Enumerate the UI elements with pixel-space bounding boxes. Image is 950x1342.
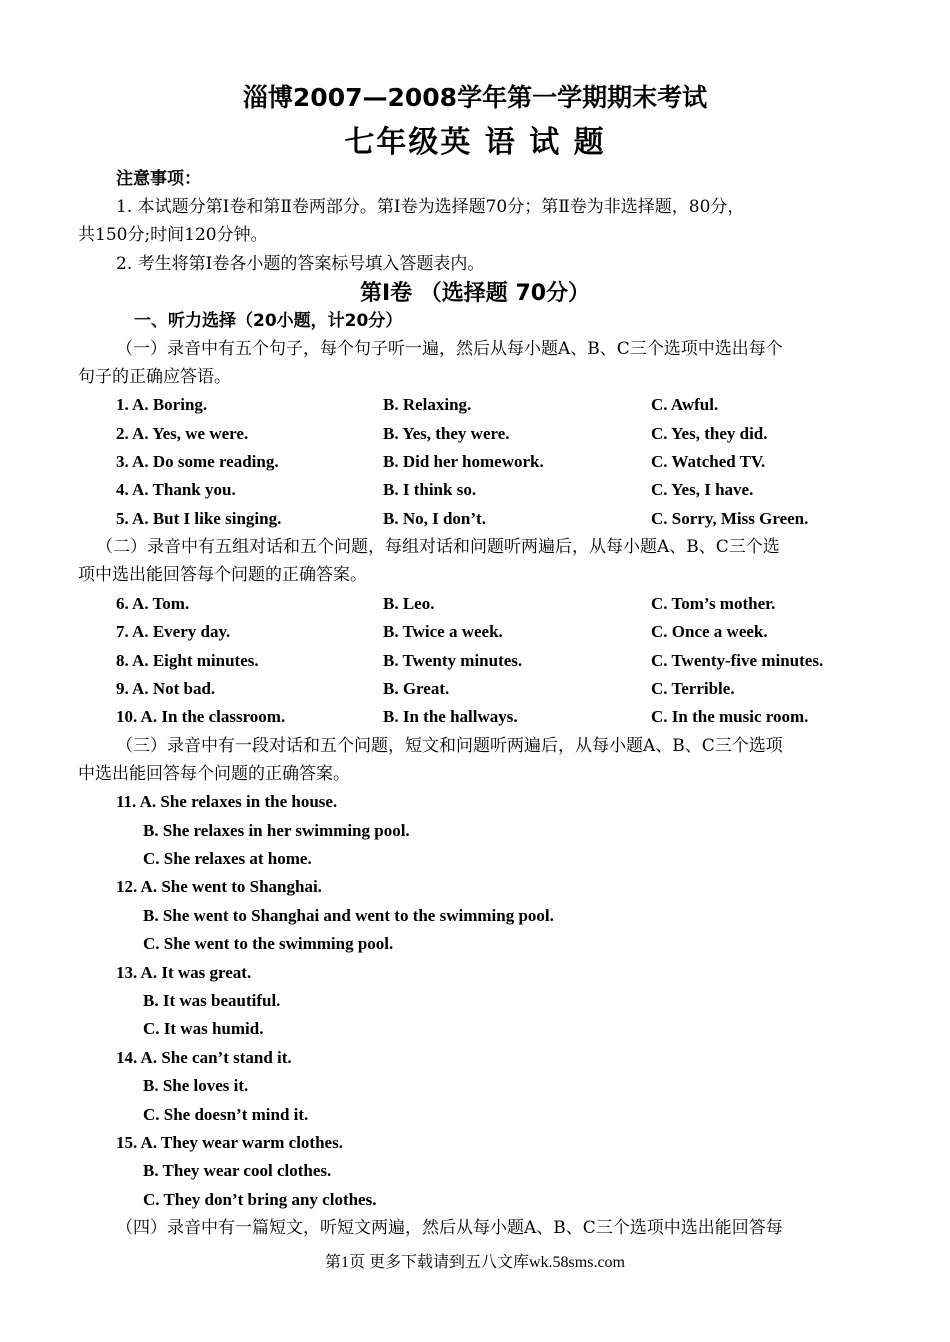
exam-subtitle: 七年级英 语 试 题 [344, 125, 606, 160]
sub-1-instruction-line-2: 句子的正确应答语。 [78, 367, 231, 387]
sub-4-instruction-line-1: （四）录音中有一篇短文，听短文两遍，然后从每小题A、B、C三个选项中选出能回答每 [116, 1218, 783, 1238]
sub-3-instruction-line-1: （三）录音中有一段对话和五个问题，短文和问题听两遍后，从每小题A、B、C三个选项 [116, 736, 783, 756]
page-footer: 第1页 更多下载请到五八文库wk.58sms.com [324, 1254, 625, 1271]
exam-title: 淄博2007—2008学年第一学期期末考试 [242, 83, 708, 112]
question-14-option-b: B. She loves it. [143, 1076, 249, 1095]
option-b: B. In the hallways. [383, 707, 518, 726]
option-c: C. Once a week. [651, 622, 768, 641]
question-15-option-a: 15. A. They wear warm clothes. [116, 1133, 343, 1152]
question-11-option-b: B. She relaxes in her swimming pool. [143, 821, 410, 840]
option-b: B. Did her homework. [383, 452, 544, 471]
part-1-title: 第Ⅰ卷 （选择题 70分） [359, 281, 591, 306]
option-a: 8. A. Eight minutes. [116, 651, 259, 670]
question-row [116, 505, 896, 533]
question-11-option-c: C. She relaxes at home. [143, 849, 312, 868]
note-1-line-2: 共150分;时间120分钟。 [78, 225, 268, 245]
question-12-option-c: C. She went to the swimming pool. [143, 934, 394, 953]
section-1-title: 一、听力选择（20小题，计20分） [134, 311, 403, 331]
option-c: C. Awful. [651, 395, 719, 414]
notes-label: 注意事项： [116, 169, 201, 189]
option-b: B. Great. [383, 679, 450, 698]
question-14-option-a: 14. A. She can’t stand it. [116, 1048, 292, 1067]
option-b: B. Yes, they were. [383, 424, 510, 443]
question-row [116, 618, 896, 646]
question-15-option-b: B. They wear cool clothes. [143, 1161, 332, 1180]
sub-2-instruction-line-1: （二）录音中有五组对话和五个问题，每组对话和问题听两遍后，从每小题A、B、C三个选 [96, 537, 780, 557]
option-b: B. Twice a week. [383, 622, 503, 641]
option-b: B. Leo. [383, 594, 435, 613]
option-c: C. Yes, I have. [651, 480, 754, 499]
option-c: C. In the music room. [651, 707, 809, 726]
option-b: B. I think so. [383, 480, 477, 499]
question-12-option-b: B. She went to Shanghai and went to the swimming pool. [143, 906, 554, 925]
option-a: 7. A. Every day. [116, 622, 231, 641]
question-row [116, 448, 896, 476]
option-c: C. Watched TV. [651, 452, 766, 471]
option-c: C. Terrible. [651, 679, 735, 698]
question-row [116, 675, 896, 703]
question-row [116, 476, 896, 504]
question-13-option-a: 13. A. It was great. [116, 963, 252, 982]
option-c: C. Twenty-five minutes. [651, 651, 824, 670]
question-13-option-b: B. It was beautiful. [143, 991, 281, 1010]
question-row [116, 391, 896, 419]
option-b: B. Twenty minutes. [383, 651, 523, 670]
question-row [116, 590, 896, 618]
option-c: C. Yes, they did. [651, 424, 768, 443]
option-c: C. Sorry, Miss Green. [651, 509, 809, 528]
option-a: 3. A. Do some reading. [116, 452, 279, 471]
sub-2-instruction-line-2: 项中选出能回答每个问题的正确答案。 [78, 565, 367, 585]
option-a: 10. A. In the classroom. [116, 707, 286, 726]
option-b: B. No, I don’t. [383, 509, 486, 528]
option-a: 1. A. Boring. [116, 395, 208, 414]
option-a: 4. A. Thank you. [116, 480, 236, 499]
question-15-option-c: C. They don’t bring any clothes. [143, 1190, 377, 1209]
question-12-option-a: 12. A. She went to Shanghai. [116, 877, 322, 896]
question-row [116, 703, 896, 731]
option-a: 6. A. Tom. [116, 594, 190, 613]
question-row [116, 420, 896, 448]
question-13-option-c: C. It was humid. [143, 1019, 264, 1038]
option-b: B. Relaxing. [383, 395, 472, 414]
question-14-option-c: C. She doesn’t mind it. [143, 1105, 309, 1124]
option-a: 2. A. Yes, we were. [116, 424, 249, 443]
option-a: 5. A. But I like singing. [116, 509, 282, 528]
note-2: 2. 考生将第Ⅰ卷各小题的答案标号填入答题表内。 [116, 254, 485, 274]
option-a: 9. A. Not bad. [116, 679, 216, 698]
option-c: C. Tom’s mother. [651, 594, 776, 613]
sub-3-instruction-line-2: 中选出能回答每个问题的正确答案。 [78, 764, 350, 784]
question-row [116, 647, 896, 675]
sub-1-instruction-line-1: （一）录音中有五个句子，每个句子听一遍，然后从每小题A、B、C三个选项中选出每个 [116, 339, 783, 359]
note-1-line-1: 1. 本试题分第Ⅰ卷和第Ⅱ卷两部分。第Ⅰ卷为选择题70分；第Ⅱ卷为非选择题，80分， [116, 197, 745, 217]
question-11-option-a: 11. A. She relaxes in the house. [116, 792, 338, 811]
